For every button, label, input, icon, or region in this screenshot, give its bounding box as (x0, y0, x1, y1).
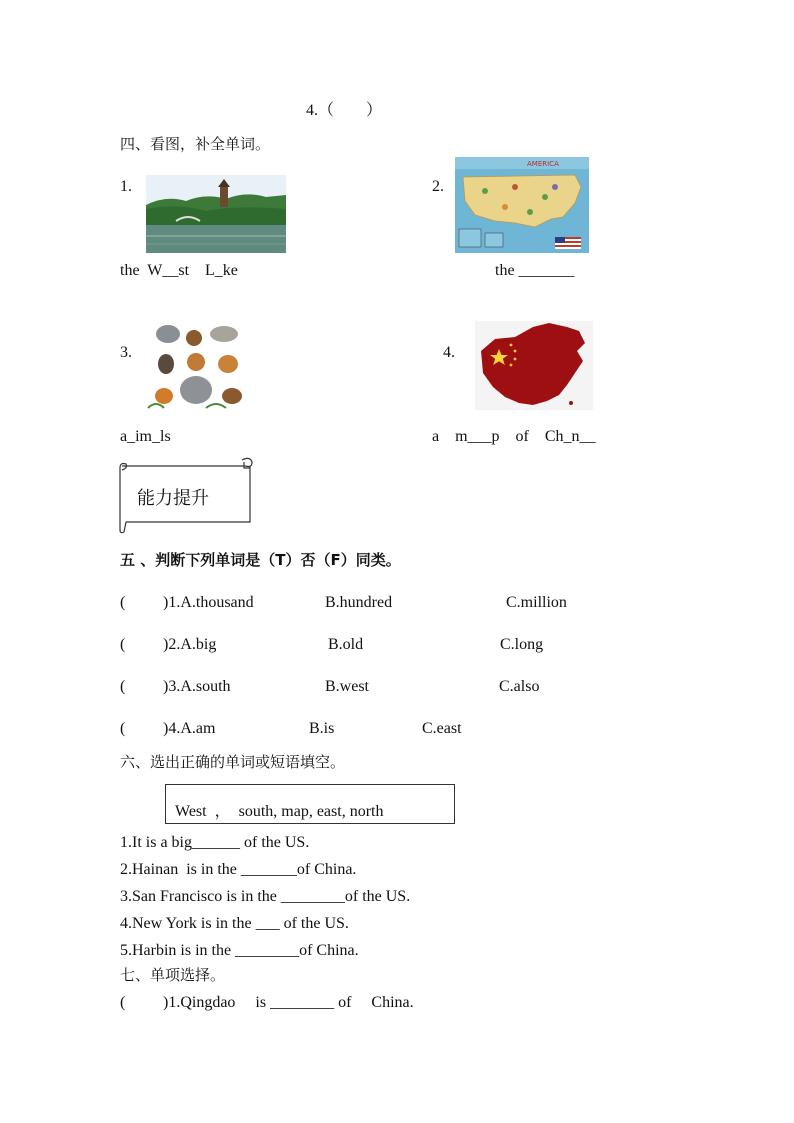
west-lake-photo (146, 175, 286, 253)
s5-row4-q: )4.A.am (163, 720, 216, 737)
item2-answer: the _______ (495, 262, 575, 279)
s6-sentence-3: 3.San Francisco is in the ________of the US. (120, 888, 411, 905)
item4-answer: a m___p of Ch_n__ (432, 428, 596, 445)
s5-row4-c: C.east (422, 720, 462, 737)
item3-answer: a_im_ls (120, 428, 171, 445)
map-title-text: AMERICA (527, 160, 559, 168)
item2-number: 2. (432, 178, 444, 195)
animals-picture (146, 320, 248, 412)
section7-heading: 七、单项选择。 (120, 966, 226, 984)
s6-sentence-4: 4.New York is in the ___ of the US. (120, 915, 349, 932)
top-item: 4.（ ） (306, 102, 383, 119)
item4-number: 4. (443, 344, 455, 361)
s5-row1-b: B.hundred (325, 594, 393, 611)
item1-number: 1. (120, 178, 132, 195)
s5-row2-b: B.old (328, 636, 364, 653)
s5-row3-paren: ( (120, 678, 126, 695)
s5-row1-c: C.million (506, 594, 567, 611)
s5-row2-paren: ( (120, 636, 126, 653)
banner-label: 能力提升 (137, 488, 209, 509)
s6-sentence-2: 2.Hainan is in the _______of China. (120, 861, 357, 878)
s7-q1-text: )1.Qingdao is ________ of China. (163, 994, 414, 1011)
section6-heading: 六、选出正确的单词或短语填空。 (120, 753, 346, 771)
us-flag-icon (555, 237, 581, 249)
s5-row3-c: C.also (499, 678, 540, 695)
section4-heading: 四、看图，补全单词。 (120, 135, 271, 153)
s5-row1-q: )1.A.thousand (163, 594, 254, 611)
ability-banner (114, 456, 254, 534)
item1-answer: the W__st L_ke (120, 262, 238, 279)
s5-row3-q: )3.A.south (163, 678, 231, 695)
s5-row3-b: B.west (325, 678, 369, 695)
s5-row2-c: C.long (500, 636, 544, 653)
s7-q1-paren: ( (120, 994, 126, 1011)
s5-row1-paren: ( (120, 594, 126, 611)
item3-number: 3. (120, 344, 132, 361)
word-bank-text: West ， south, map, east, north (175, 803, 384, 820)
s5-row2-q: )2.A.big (163, 636, 217, 653)
s6-sentence-1: 1.It is a big______ of the US. (120, 834, 310, 851)
s5-row4-b: B.is (309, 720, 335, 737)
usa-map-picture (455, 157, 589, 253)
china-map-picture (475, 321, 593, 410)
section5-heading: 五 、判断下列单词是（T）否（F）同类。 (120, 551, 401, 569)
s6-sentence-5: 5.Harbin is in the ________of China. (120, 942, 359, 959)
s5-row4-paren: ( (120, 720, 126, 737)
